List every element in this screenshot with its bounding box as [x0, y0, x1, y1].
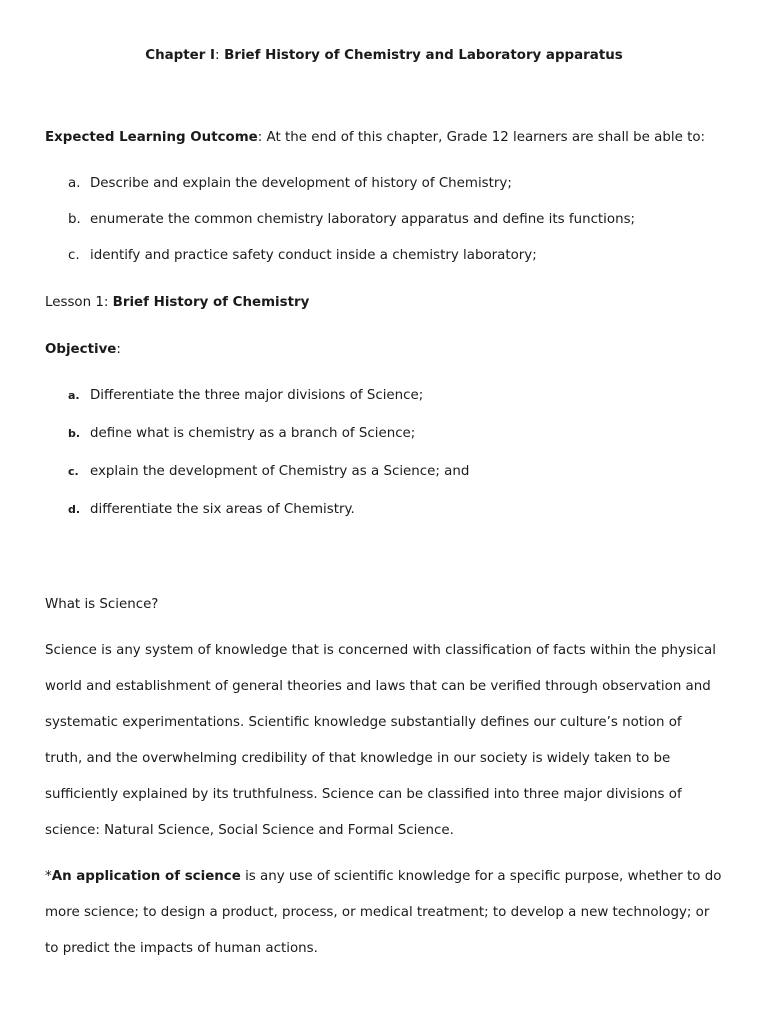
- chapter-title: [0, 47, 768, 65]
- application-term: An application of science: [51, 869, 241, 884]
- list-marker: a.: [68, 176, 81, 191]
- list-item-text: explain the development of Chemistry as a Science; and: [90, 464, 470, 479]
- list-marker: c.: [68, 465, 79, 478]
- objective-item: [68, 463, 469, 481]
- objective-item: [68, 425, 415, 443]
- application-line: [45, 868, 721, 886]
- list-marker: a.: [68, 389, 80, 402]
- list-marker: b.: [68, 427, 81, 440]
- paragraph-line: to predict the impacts of human actions.: [45, 941, 318, 956]
- list-marker: c.: [68, 248, 80, 263]
- list-marker: d.: [68, 503, 81, 516]
- lesson-title: Brief History of Chemistry: [112, 295, 310, 310]
- chapter-colon: :: [214, 48, 220, 63]
- lesson-heading: [45, 294, 309, 312]
- outcome-item: [68, 211, 635, 229]
- paragraph-line: world and establishment of general theories and laws that can be verified through observation and: [45, 679, 711, 694]
- objective-item: [68, 387, 423, 405]
- objective-label: Objective: [45, 342, 117, 357]
- outcome-item: [68, 175, 512, 193]
- application-asterisk: *: [45, 869, 52, 884]
- application-text: is any use of scientific knowledge for a specific purpose, whether to do: [240, 869, 722, 884]
- outcome-text: : At the end of this chapter, Grade 12 learners are shall be able to:: [257, 130, 706, 145]
- list-item-text: define what is chemistry as a branch of Science;: [90, 426, 416, 441]
- outcome-label: Expected Learning Outcome: [45, 130, 258, 145]
- chapter-title-text: Brief History of Chemistry and Laboratory apparatus: [219, 48, 623, 63]
- list-item-text: differentiate the six areas of Chemistry.: [90, 502, 355, 517]
- chapter-label: Chapter I: [145, 48, 215, 63]
- outcome-item: [68, 247, 537, 265]
- list-item-text: identify and practice safety conduct inside a chemistry laboratory;: [90, 248, 537, 263]
- science-heading: What is Science?: [45, 597, 159, 612]
- list-marker: b.: [68, 212, 81, 227]
- paragraph-line: Science is any system of knowledge that is concerned with classification of facts within the physical: [45, 643, 716, 658]
- list-item-text: Describe and explain the development of history of Chemistry;: [90, 176, 512, 191]
- outcome-intro: [45, 129, 705, 147]
- objective-heading: [45, 341, 121, 359]
- paragraph-line: science: Natural Science, Social Science and Formal Science.: [45, 823, 454, 838]
- paragraph-line: sufficiently explained by its truthfulness. Science can be classified into three major divisions of: [45, 787, 682, 802]
- objective-colon: :: [116, 342, 121, 357]
- list-item-text: Differentiate the three major divisions of Science;: [90, 388, 424, 403]
- list-item-text: enumerate the common chemistry laboratory apparatus and define its functions;: [90, 212, 636, 227]
- paragraph-line: truth, and the overwhelming credibility of that knowledge in our society is widely taken to be: [45, 751, 671, 766]
- lesson-prefix: Lesson 1:: [45, 295, 113, 310]
- paragraph-line: systematic experimentations. Scientific knowledge substantially defines our culture’s notion of: [45, 715, 682, 730]
- paragraph-line: more science; to design a product, process, or medical treatment; to develop a new technology; or: [45, 905, 710, 920]
- objective-item: [68, 501, 355, 519]
